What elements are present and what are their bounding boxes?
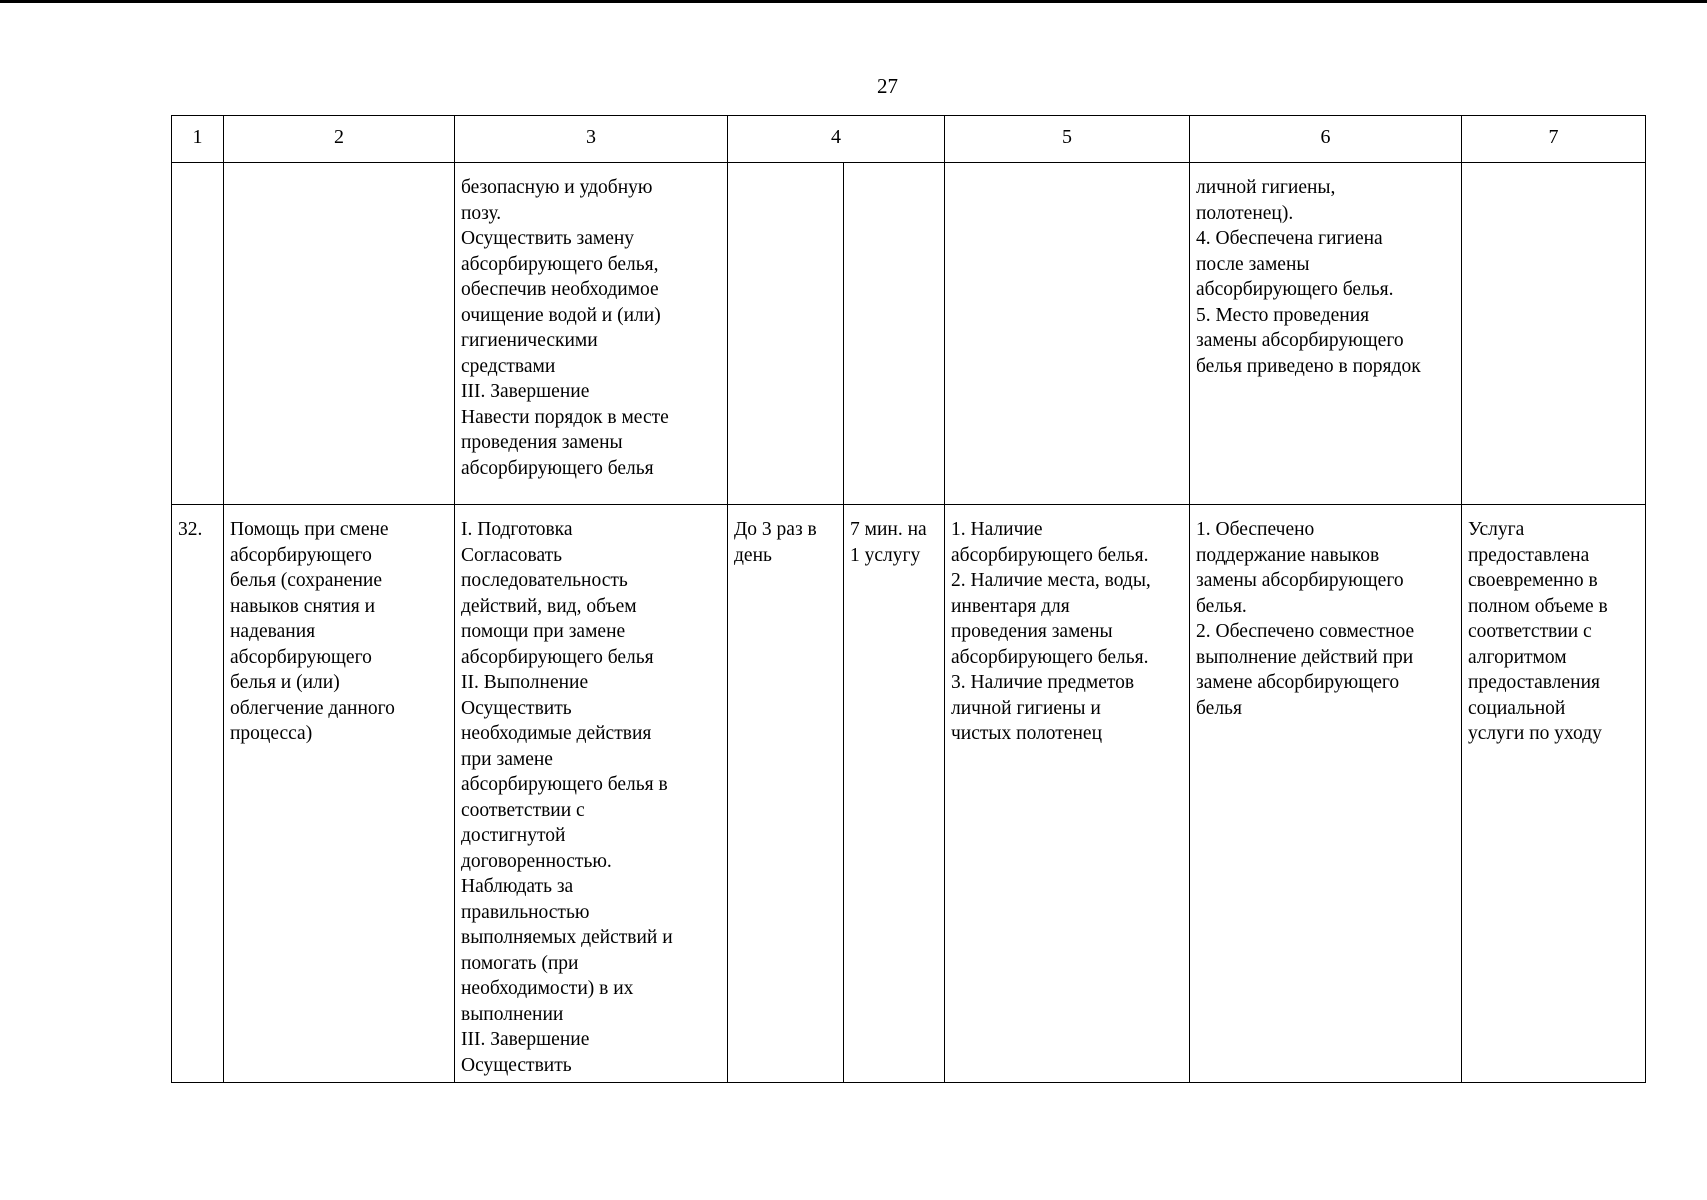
cell-text-line: замене абсорбирующего: [1196, 672, 1400, 693]
cell-text-line: абсорбирующего белья в: [461, 774, 668, 795]
row-number-cell: 32.: [172, 505, 224, 1083]
cell-text-line: последовательность: [461, 570, 628, 591]
cell-text-line: процесса): [230, 723, 313, 744]
cell-text-line: безопасную и удобную: [461, 177, 653, 198]
cell-text-line: 1. Наличие: [951, 519, 1043, 540]
cont-description-cell: [455, 163, 728, 505]
header-col-2: 2: [224, 116, 455, 163]
cont-number-cell: [172, 163, 224, 505]
cell-text-line: абсорбирующего: [230, 646, 372, 668]
cell-text-line: личной гигиены,: [1196, 177, 1336, 198]
cell-text-line: полотенец).: [1196, 202, 1294, 224]
cell-text-line: 5. Место проведения: [1196, 304, 1370, 326]
cell-text-line: 3. Наличие предметов: [951, 672, 1135, 693]
cell-text-line: проведения замены: [461, 432, 623, 453]
cell-text-line: До 3 раз в: [734, 519, 817, 540]
cell-text-line: чистых полотенец: [951, 723, 1103, 744]
service-description-cell: [455, 505, 728, 1083]
cell-text-line: Наблюдать за: [461, 876, 574, 897]
cell-text-line: после замены: [1196, 253, 1310, 275]
cell-text-line: Осуществить: [461, 697, 572, 719]
cell-text-line: 1 услугу: [850, 544, 921, 566]
cell-text-line: правильностью: [461, 901, 590, 923]
header-col-4: 4: [728, 116, 945, 163]
cell-text-line: выполняемых действий и: [461, 927, 673, 948]
cell-text-line: договоренностью.: [461, 850, 612, 872]
cell-text-line: Согласовать: [461, 544, 563, 566]
cell-text-line: абсорбирующего белья,: [461, 253, 659, 275]
cont-evaluation-cell: [1462, 163, 1646, 505]
cell-text-line: 1. Обеспечено: [1196, 519, 1315, 540]
cell-text-line: Осуществить: [461, 1054, 572, 1076]
header-col-1: 1: [172, 116, 224, 163]
cell-text-line: абсорбирующего белья.: [1196, 279, 1394, 300]
conditions-cell: [945, 505, 1190, 1083]
scan-border-line: [0, 0, 1707, 3]
cell-text-line: действий, вид, объем: [461, 595, 637, 617]
cell-text-line: Помощь при смене: [230, 519, 389, 540]
header-col-5: 5: [945, 116, 1190, 163]
cell-text-line: помощи при замене: [461, 621, 626, 642]
cell-text-line: III. Завершение: [461, 381, 590, 402]
cont-frequency-cell: [728, 163, 844, 505]
cell-text-line: соответствии с: [461, 799, 585, 821]
cell-text-line: 4. Обеспечена гигиена: [1196, 228, 1383, 249]
cell-text-line: замены абсорбирующего: [1196, 330, 1404, 351]
results-cell: [1190, 505, 1462, 1083]
cell-text-line: абсорбирующего белья.: [951, 646, 1149, 668]
table-header-row: [172, 116, 1646, 163]
cell-text-line: абсорбирующего белья: [461, 457, 654, 479]
cell-text-line: Осуществить замену: [461, 228, 635, 249]
cell-text-line: Услуга: [1468, 519, 1525, 540]
cell-text-line: 2. Наличие места, воды,: [951, 570, 1151, 591]
cell-text-line: белья: [1196, 697, 1242, 719]
cell-text-line: абсорбирующего белья: [461, 646, 654, 668]
cell-text-line: предоставлена: [1468, 544, 1590, 566]
cell-text-line: поддержание навыков: [1196, 544, 1380, 566]
cell-text-line: проведения замены: [951, 621, 1113, 642]
cell-text-line: навыков снятия и: [230, 595, 376, 617]
table-row-32: [172, 505, 1646, 1083]
cell-text-line: гигиеническими: [461, 330, 598, 351]
cell-text-line: позу.: [461, 202, 502, 224]
cell-text-line: необходимые действия: [461, 723, 652, 744]
cell-text-line: услуги по уходу: [1468, 723, 1602, 744]
cell-text-line: социальной: [1468, 697, 1566, 719]
cell-text-line: облегчение данного: [230, 697, 395, 719]
header-col-3: 3: [455, 116, 728, 163]
cell-text-line: предоставления: [1468, 672, 1600, 693]
cell-text-line: II. Выполнение: [461, 672, 589, 693]
cell-text-line: алгоритмом: [1468, 646, 1567, 668]
cell-text-line: абсорбирующего белья.: [951, 544, 1149, 566]
service-name-cell: [224, 505, 455, 1083]
cell-text-line: выполнение действий при: [1196, 646, 1414, 668]
cell-text-line: абсорбирующего: [230, 544, 372, 566]
cell-text-line: обеспечив необходимое: [461, 279, 659, 300]
cell-text-line: соответствии с: [1468, 621, 1592, 642]
cell-text-line: необходимости) в их: [461, 978, 634, 999]
header-col-6: 6: [1190, 116, 1462, 163]
table-row-continuation: [172, 163, 1646, 505]
evaluation-cell: [1462, 505, 1646, 1083]
frequency-cell: [728, 505, 844, 1083]
page-number: 27: [877, 74, 898, 98]
cell-text-line: при замене: [461, 748, 553, 770]
cont-name-cell: [224, 163, 455, 505]
cell-text-line: белья.: [1196, 595, 1247, 617]
cell-text-line: замены абсорбирующего: [1196, 570, 1404, 591]
cont-conditions-cell: [945, 163, 1190, 505]
cell-text-line: белья и (или): [230, 672, 340, 693]
cell-text-line: помогать (при: [461, 952, 579, 974]
duration-cell: [844, 505, 945, 1083]
cell-text-line: выполнении: [461, 1003, 564, 1025]
cont-results-cell: [1190, 163, 1462, 505]
cell-text-line: очищение водой и (или): [461, 304, 661, 326]
cell-text-line: I. Подготовка: [461, 519, 573, 540]
cell-text-line: Навести порядок в месте: [461, 406, 669, 428]
services-table: [171, 115, 1646, 1083]
cell-text-line: III. Завершение: [461, 1029, 590, 1050]
cell-text-line: 2. Обеспечено совместное: [1196, 621, 1415, 642]
cell-text-line: инвентаря для: [951, 595, 1070, 617]
cell-text-line: полном объеме в: [1468, 595, 1608, 617]
cell-text-line: средствами: [461, 355, 556, 377]
cell-text-line: личной гигиены и: [951, 697, 1101, 719]
cont-duration-cell: [844, 163, 945, 505]
cell-text-line: достигнутой: [461, 825, 566, 846]
cell-text-line: своевременно в: [1468, 570, 1598, 591]
cell-text-line: 7 мин. на: [850, 519, 927, 540]
cell-text-line: белья приведено в порядок: [1196, 355, 1421, 377]
cell-text-line: день: [734, 544, 772, 566]
cell-text-line: надевания: [230, 621, 316, 642]
cell-text-line: белья (сохранение: [230, 570, 382, 591]
header-col-7: 7: [1462, 116, 1646, 163]
